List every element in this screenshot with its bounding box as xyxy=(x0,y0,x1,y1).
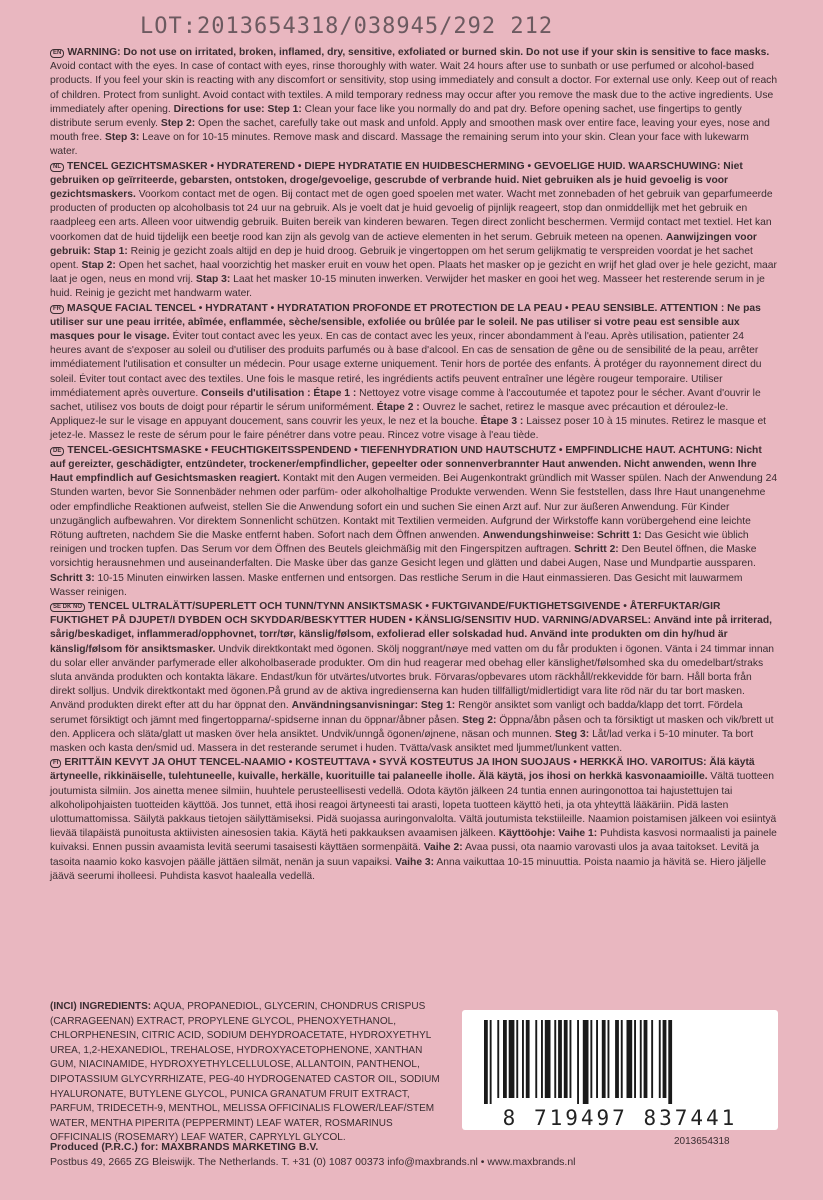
body-text: Voorkom contact met de ogen. Bij contact met de ogen goed spoelen met water. Wacht met zonnebaden of het gebruik van geparfumeerde producten of producten op alcoholbasis tot 24 uur na gebruik. Als je voelt dat je huid gevoelig of pijnlijk reageert, stop dan onmiddellijk met het gebruik en raadpleeg een arts. Alleen voor uitwendig gebruik. Buiten bereik van kinderen bewaren. Tegen direct zonlicht beschermen. Vermijd contact met textiel. Het kan voorkomen dat de huid tijdelijk een beetje rood kan zijn als gevolg van de actieve elementen in het serum. Gebruik meteen na openen. xyxy=(50,189,773,243)
bold-text: Étape 3 : xyxy=(480,416,524,428)
bold-text: Step 3: xyxy=(104,132,140,144)
bold-text: Vaihe 3: xyxy=(395,856,435,868)
bold-text: Användningsanvisningar: Steg 1: xyxy=(291,700,456,712)
bold-text: MASQUE FACIAL TENCEL • HYDRATANT • HYDRATATION PROFONDE ET PROTECTION DE LA PEAU • PEAU SENSIBLE. ATTENTION : Ne pas utiliser sur une peau irritée, abîmée, enflammée, sèche/sensible, exfoliée ou brûlée par le soleil. Ne pas utiliser si votre peau est sensible aux masques pour le visage. xyxy=(50,302,761,343)
barcode-bar xyxy=(509,1020,515,1098)
language-flag: EN xyxy=(50,49,64,58)
barcode-bar xyxy=(564,1020,568,1098)
bold-text: TENCEL GEZICHTSMASKER • HYDRATEREND • DIEPE HYDRATATIE EN HUIDBESCHERMING • GEVOELIGE HUID. WAARSCHUWING: Niet gebruiken op geïrriteerde, gebarsten, ontstoken, droge/gevoelige, gescrubde of verbrande huid. Niet gebruiken als je huid gevoelig is voor gezichtsmaskers. xyxy=(50,160,743,201)
body-text: Undvik direktkontakt med ögonen. Skölj noggrant/nøye med vatten om du får produkten i ögonen. Vänta i 24 timmar innan du solar eller använder parfymerade eller alkoholbaserade produkter. Om din hud reagerar med obehag eller känslighet/følsomhed ska du omedelbart/straks sluta använda produkten och kontakta läkare. Endast/kun för utvärtes/utvortes bruk. Förvaras/opbevares utom räckhåll/rekkevidde för barn. Håll borta från direkt solljus. Undvik direktkontakt med ögonen.På grund av de aktiva ingredienserna kan huden tillfälligt/midlertidigt vara lite röd när du tar bort masken. Använd produkten direkt efter att du har öppnat den. xyxy=(50,643,775,712)
barcode-bar xyxy=(596,1020,598,1098)
body-text: Avaa pussi, ota naamio varovasti ulos ja avaa taitokset. Levitä ja tasoita naamio koko kasvojen päälle jättäen silmät, nenän ja suun vapaiksi. xyxy=(50,842,759,868)
body-text: Leave on for 10-15 minutes. Remove mask and discard. Massage the remaining serum into your skin. Clean your face with lukewarm water. xyxy=(50,132,749,158)
barcode-bar xyxy=(577,1020,579,1104)
barcode-bar xyxy=(659,1020,661,1098)
barcode-bar xyxy=(608,1020,610,1098)
body-text: Open the sachet, carefully take out mask and unfold. Apply and smoothen mask over entire face, leaving your eyes, nose and mouth free. xyxy=(50,118,770,144)
section-6 xyxy=(50,756,778,884)
barcode-bar xyxy=(615,1020,619,1098)
body-text: Vältä tuotteen joutumista silmiin. Jos ainetta menee silmiin, huuhtele perusteellisesti vedellä. Odota käytön jälkeen 24 tuntia ennen auringonottoa tai hajustettujen tai alkoholipohjaisten tuotteiden käyttöä. Jos tunnet, että ihosi reagoi ärtyneesti tai arasti, lopeta tuotteen käyttö heti, ja ota yhteyttä lääkäriin. Pidä lasten ulottumattomissa. Säilytä pakkaus tietojen säilyttämiseksi. Pidä suojassa auringonvalolta. Vältä joutumista tekstiileille. Naamion poistamisen jälkeen voi esiintyä lievää tilapäistä punoitusta aktiivisten ainesosien takia. Käytä heti pakkauksen avaamisen jälkeen. xyxy=(50,771,777,840)
ingredients-list xyxy=(50,1000,450,1146)
producer-label: Produced (P.R.C.) for: MAXBRANDS MARKETING B.V. xyxy=(50,1141,319,1153)
bold-text: TENCEL ULTRALÄTT/SUPERLETT OCH TUNN/TYNN ANSIKTSMASK • FUKTGIVANDE/FUKTIGHETSGIVENDE • ÅTERFUKTAR/GIR FUKTIGHET PÅ DJUPET/I DYBDEN OCH SKYDDAR/BESKYTTER HUDEN • KÄNSLIG/SENSITIV HUD. VARNING/ADVARSEL: Använd inte på irriterad, sårig/beskadiget, inflammerad/opphovnet, torr/tør, känslig/følsom, exfolierad eller solskadad hud. Använd inte produkten om din hy/hud är känslig/følsom för ansiktsmasker. xyxy=(50,600,772,655)
bold-text: Anwendungshinweise: Schritt 1: xyxy=(482,529,642,541)
producer-address: Postbus 49, 2665 ZG Bleiswijk. The Netherlands. T. +31 (0) 1087 00373 info@maxbrands.nl • www.maxbrands.nl xyxy=(50,1156,576,1168)
barcode-bar xyxy=(627,1020,633,1098)
barcode-bar xyxy=(545,1020,551,1098)
body-text: 10-15 Minuten einwirken lassen. Maske entfernen und entsorgen. Das restliche Serum in die Haut einmassieren. Das Gesicht mit lauwarmem Wasser reinigen. xyxy=(50,572,743,598)
body-text: Open het sachet, haal voorzichtig het masker eruit en vouw het open. Plaats het masker op je gezicht en wrijf het glad over je hele gezicht, maar laat je ogen, neus en mond vrij. xyxy=(50,260,777,286)
barcode-panel xyxy=(462,1010,778,1130)
body-text: Reinig je gezicht zoals altijd en dep je huid droog. Gebruik je vingertoppen om het serum gelijkmatig te verspreiden voordat je het sachet opent. xyxy=(50,245,753,272)
barcode-bar xyxy=(663,1020,667,1098)
barcode-bar xyxy=(590,1020,592,1098)
body-text: Den Beutel öffnen, die Maske vorsichtig herausnehmen und auseinanderfalten. Die Maske über das ganze Gesicht legen und glätten und dabei Augen, Nase und Mundpartie aussparen. xyxy=(50,544,757,570)
ingredients-label: (INCI) INGREDIENTS: xyxy=(50,1001,152,1012)
body-text: Clean your face like you normally do and pat dry. Before opening sachet, use fingertips to gently distribute serum evenly. xyxy=(50,103,742,130)
bold-text: Schritt 3: xyxy=(50,572,95,584)
ingredients-text: AQUA, PROPANEDIOL, GLYCERIN, CHONDRUS CRISPUS (CARRAGEENAN) EXTRACT, PROPYLENE GLYCOL, PHENOXYETHANOL, CHLORPHENESIN, CITRIC ACID, SODIUM DEHYDROACETATE, HYDROXYETHYL UREA, 1,2-HEXANEDIOL, TREHALOSE, HYDROXYACETOPHENONE, XANTHAN GUM, NIACINAMIDE, HYDROXYETHYLCELLULOSE, ALLANTOIN, PANTHENOL, DIPOTASSIUM GLYCYRRHIZATE, PEG-40 HYDROGENATED CASTOR OIL, SODIUM HYALURONATE, BUTYLENE GLYCOL, PUNICA GRANATUM FRUIT EXTRACT, PARFUM, TRIDECETH-9, MENTHOL, MELISSA OFFICINALIS FLOWER/LEAF/STEM WATER, MENTHA PIPERITA (PEPPERMINT) LEAF WATER, ROSMARINUS OFFICINALIS (ROSEMARY) LEAF WATER, CAPRYLYL GLYCOL. xyxy=(50,1001,440,1144)
barcode-bar xyxy=(640,1020,642,1098)
barcode-bar xyxy=(558,1020,562,1098)
barcode-bar xyxy=(535,1020,537,1098)
language-flag: FI xyxy=(50,759,61,768)
body-text: Anna vaikuttaa 10-15 minuuttia. Poista naamio ja hävitä se. Hiero jäljelle jäävä seerumi iholleesi. Puhdista kasvot haalealla vedellä. xyxy=(50,856,767,882)
barcode-bar xyxy=(644,1020,648,1098)
bold-text: Steg 2: xyxy=(462,714,497,726)
barcode-bar xyxy=(541,1020,543,1098)
body-text: Kontakt mit den Augen vermeiden. Bei Augenkontrakt gründlich mit Wasser spülen. Nach der Anwendung 24 Stunden warten, bevor Sie Sonnenbäder nehmen oder parfüm- oder alkoholhaltige Produkte verwenden. Wenn Sie feststellen, dass Ihre Haut unangenehme oder empfindliche Reaktionen aufweist, stellen Sie die Anwendung sofort ein und suchen Sie einen Arzt auf. Nur zur äußeren Anwendung. Für Kinder unzugänglich aufbewahren. Vor direktem Sonnenlicht schützen. Kontakt mit Textilien vermeiden. Aufgrund der Wirkstoffe kann vorübergehend eine leichte Rötung auftreten, nachdem Sie die Maske entfernt haben. Sofort nach dem Öffnen anwenden. xyxy=(50,473,778,541)
bold-text: Stap 3: xyxy=(195,274,231,286)
barcode-bars xyxy=(480,1020,760,1106)
body-text: Låt/lad verka i 5-10 minuter. Ta bort masken och kasta den/smid ud. Massera in det resterande serumet i huden. Tvätta/vask ansiktet med ljummet/lunkent vatten. xyxy=(50,728,754,754)
barcode-bar xyxy=(602,1020,606,1098)
body-text: Öppna/åbn påsen och ta försiktigt ut masken och vik/brett ut den. Applicera och släta/glatt ut masken över hela ansiktet. Undvik/unngå ögonen/øjnene, näsan och munnen. xyxy=(50,714,774,740)
body-text: Avoid contact with the eyes. In case of contact with eyes, rinse thoroughly with water. Wait 24 hours after use to sunbath or use perfumed or alcohol-based products. If you feel your skin is reacting with any discomfort or sensitivity, stop using immediately and consult a doctor. For external use only. Keep out of reach of children. Protect from sunlight. Avoid contact with textiles. A mild temporary redness may occur after you remove the mask due to the active ingredients. Use immediately after opening. xyxy=(50,61,778,115)
body-text: Puhdista kasvosi normaalisti ja painele kuivaksi. Ennen pussin avaamista levitä seerumi tasaisesti käyttäen sormenpäitä. xyxy=(50,828,777,854)
section-5 xyxy=(50,600,778,756)
body-text: Ouvrez le sachet, retirez le masque avec précaution et déroulez-le. Appliquez-le sur le visage en appuyant doucement, sans couvrir les yeux, le nez et la bouche. xyxy=(50,402,729,428)
bold-text: Conseils d'utilisation : Étape 1 : xyxy=(201,387,357,399)
body-text: Éviter tout contact avec les yeux. En cas de contact avec les yeux, rincer abondamment à l'eau. Après utilisation, patienter 24 heures avant de s'exposer au soleil ou d'utiliser des produits parfumés ou à base d'alcool. En cas de sensation de gêne ou de sensibilité de la peau, arrêter immédiatement l'utilisation et consulter un médecin. Pour usage externe uniquement. Tenir hors de portée des enfants. À protéger du rayonnement direct du soleil. Éviter tout contact avec des textiles. Une fois le masque retiré, les ingrédients actifs peuvent entraîner une légère rougeur temporaire. Utiliser immédiatement après ouverture. xyxy=(50,331,762,399)
barcode-bar xyxy=(522,1020,524,1098)
bold-text: Stap 2: xyxy=(81,260,116,272)
barcode-bar xyxy=(651,1020,653,1098)
instructions-text xyxy=(50,46,778,884)
lot-number: LOT:2013654318/038945/292 212 xyxy=(140,14,554,39)
body-text: Laat het masker 10-15 minuten inwerken. Verwijder het masker en gooi het weg. Masseer het resterende serum in je huid. Reinig je gezicht met handwarm water. xyxy=(50,274,765,300)
bold-text: TENCEL-GESICHTSMASKE • FEUCHTIGKEITSSPENDEND • TIEFENHYDRATION UND HAUTSCHUTZ • EMPFINDLICHE HAUT. ACHTUNG: Nicht auf gereizter, geschädigter, entzündeter, trockener/empfindlicher, gepeelter oder sonnenverbrannter Haut anwenden. Nicht anwenden, wenn Ihre Haut empfindlich auf Gesichtsmasken reagiert. xyxy=(50,444,762,485)
bold-text: Directions for use: Step 1: xyxy=(173,103,302,115)
barcode-bar xyxy=(503,1020,507,1098)
body-text: Das Gesicht wie üblich reinigen und trocken tupfen. Das Serum vor dem Öffnen des Beutels gleichmäßig mit den Fingerspitzen auftragen. xyxy=(50,529,749,556)
language-flag: NL xyxy=(50,163,64,172)
barcode-bar xyxy=(621,1020,623,1098)
producer-info xyxy=(50,1140,770,1170)
barcode-digits: 8 719497 837441 xyxy=(502,1106,738,1130)
body-text: Laissez poser 10 à 15 minutes. Retirez le masque et jetez-le. Massez le reste de sérum pour le faire pénétrer dans votre peau. Rincez votre visage à l'eau tiède. xyxy=(50,416,767,442)
product-code: 2013654318 xyxy=(674,1136,730,1147)
section-4 xyxy=(50,444,778,600)
language-flag: SE DK NO xyxy=(50,603,85,612)
bold-text: Käyttöohje: Vaihe 1: xyxy=(498,828,598,840)
language-flag: FR xyxy=(50,305,64,314)
section-3 xyxy=(50,302,778,444)
barcode-bar xyxy=(554,1020,556,1098)
section-2 xyxy=(50,160,778,302)
bold-text: Vaihe 2: xyxy=(423,842,463,854)
section-1 xyxy=(50,46,778,160)
barcode-bar xyxy=(526,1020,530,1098)
barcode-bar xyxy=(583,1020,589,1104)
barcode-bar xyxy=(490,1020,492,1104)
barcode-bar xyxy=(634,1020,636,1098)
bold-text: Schritt 2: xyxy=(574,544,619,556)
bold-text: Étape 2 : xyxy=(376,402,420,414)
barcode-bar xyxy=(516,1020,518,1098)
bold-text: Steg 3: xyxy=(554,728,590,740)
barcode-bar xyxy=(570,1020,572,1098)
language-flag: DE xyxy=(50,447,64,456)
barcode-bar xyxy=(668,1020,672,1104)
bold-text: ERITTÄIN KEVYT JA OHUT TENCEL-NAAMIO • KOSTEUTTAVA • SYVÄ KOSTEUTUS JA IHON SUOJAUS • HERKKÄ IHO. VAROITUS: Älä käytä ärtyneelle, rikkinäiselle, tulehtuneelle, kuivalle, herkälle, kuorituille tai palaneelle iholle. Älä käytä, jos ihosi on herkkä kasvonaamioille. xyxy=(50,757,755,783)
barcode-bar xyxy=(497,1020,499,1098)
bold-text: Step 2: xyxy=(160,118,196,130)
bold-text: WARNING: Do not use on irritated, broken, inflamed, dry, sensitive, exfoliated or burned skin. Do not use if your skin is sensitive to face masks. xyxy=(67,47,770,58)
bold-text: Aanwijzingen voor gebruik: Stap 1: xyxy=(50,231,757,257)
body-text: Rengör ansiktet som vanligt och badda/klapp det torrt. Fördela serumet försiktigt och jämnt med fingertopparna/-spidserne innan du öppnar/åbner påsen. xyxy=(50,700,743,726)
body-text: Nettoyez votre visage comme à l'accoutumée et tapotez pour le sécher. Avant d'ouvrir le sachet, utilisez vos bouts de doigt pour répartir le sérum uniformément. xyxy=(50,387,761,414)
barcode-bar xyxy=(484,1020,488,1104)
